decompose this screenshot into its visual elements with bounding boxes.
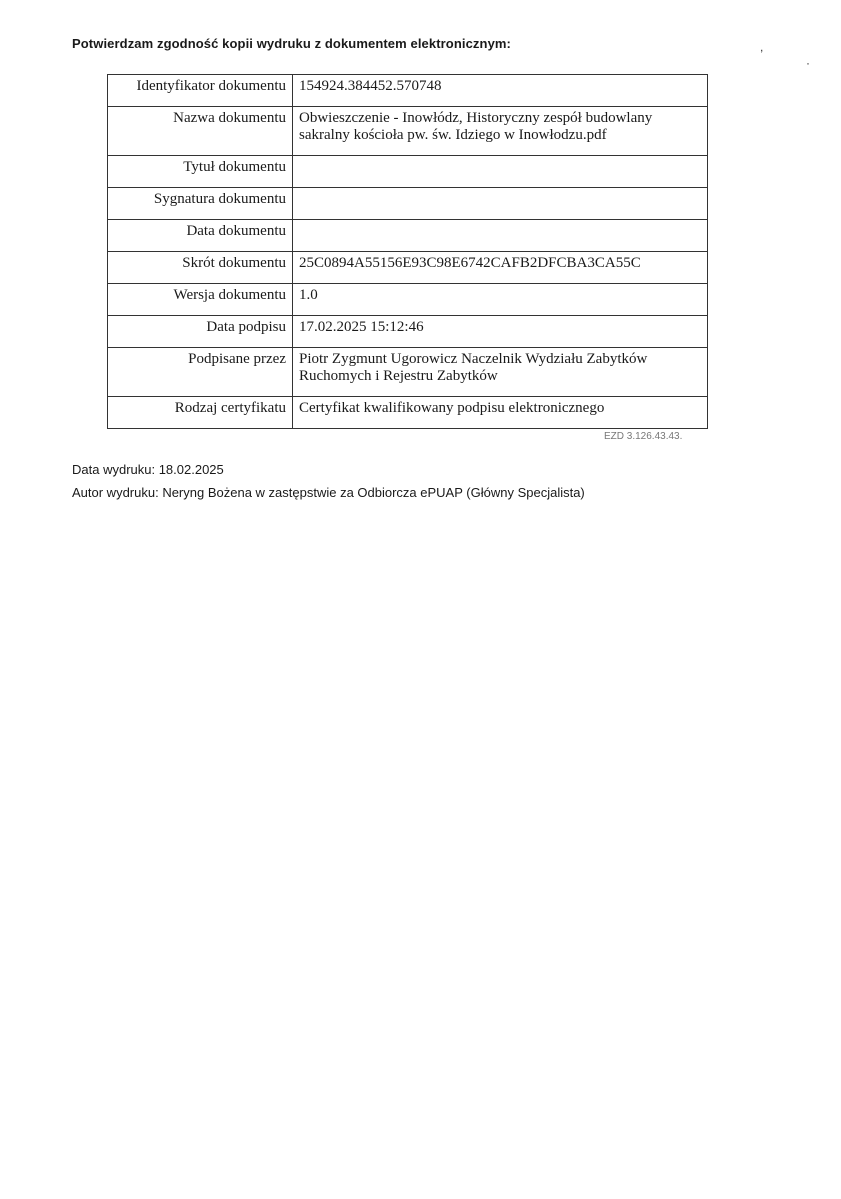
table-row <box>108 397 708 429</box>
row-label: Wersja dokumentu <box>108 284 293 316</box>
row-label: Nazwa dokumentu <box>108 107 293 156</box>
row-label: Data dokumentu <box>108 220 293 252</box>
document-id-value: 154924.384452.570748 <box>293 75 708 107</box>
row-label: Tytuł dokumentu <box>108 156 293 188</box>
row-label: Data podpisu <box>108 316 293 348</box>
table-row <box>108 316 708 348</box>
row-label: Podpisane przez <box>108 348 293 397</box>
scan-mark: · <box>806 56 810 70</box>
table-row <box>108 75 708 107</box>
print-author: Autor wydruku: Neryng Bożena w zastępstwie za Odbiorcza ePUAP (Główny Specjalista) <box>72 485 585 500</box>
signed-by-value: Piotr Zygmunt Ugorowicz Naczelnik Wydziału Zabytków Ruchomych i Rejestru Zabytków <box>293 348 708 397</box>
print-date: Data wydruku: 18.02.2025 <box>72 462 224 477</box>
row-label: Skrót dokumentu <box>108 252 293 284</box>
signature-date-value: 17.02.2025 15:12:46 <box>293 316 708 348</box>
table-row <box>108 220 708 252</box>
table-row <box>108 107 708 156</box>
document-date-value <box>293 220 708 252</box>
table-row <box>108 188 708 220</box>
table-row <box>108 156 708 188</box>
page-heading: Potwierdzam zgodność kopii wydruku z dokumentem elektronicznym: <box>72 36 511 51</box>
document-metadata-table <box>107 74 708 429</box>
document-hash-value: 25C0894A55156E93C98E6742CAFB2DFCBA3CA55C <box>293 252 708 284</box>
document-title-value <box>293 156 708 188</box>
row-label: Identyfikator dokumentu <box>108 75 293 107</box>
scan-mark: , <box>760 40 764 54</box>
system-code: EZD 3.126.43.43. <box>604 431 683 442</box>
table-row <box>108 284 708 316</box>
row-label: Rodzaj certyfikatu <box>108 397 293 429</box>
document-name-value: Obwieszczenie - Inowłódz, Historyczny zespół budowlany sakralny kościoła pw. św. Idziego w Inowłodzu.pdf <box>293 107 708 156</box>
table-row <box>108 252 708 284</box>
document-version-value: 1.0 <box>293 284 708 316</box>
row-label: Sygnatura dokumentu <box>108 188 293 220</box>
document-signature-value <box>293 188 708 220</box>
certificate-type-value: Certyfikat kwalifikowany podpisu elektronicznego <box>293 397 708 429</box>
table-row <box>108 348 708 397</box>
